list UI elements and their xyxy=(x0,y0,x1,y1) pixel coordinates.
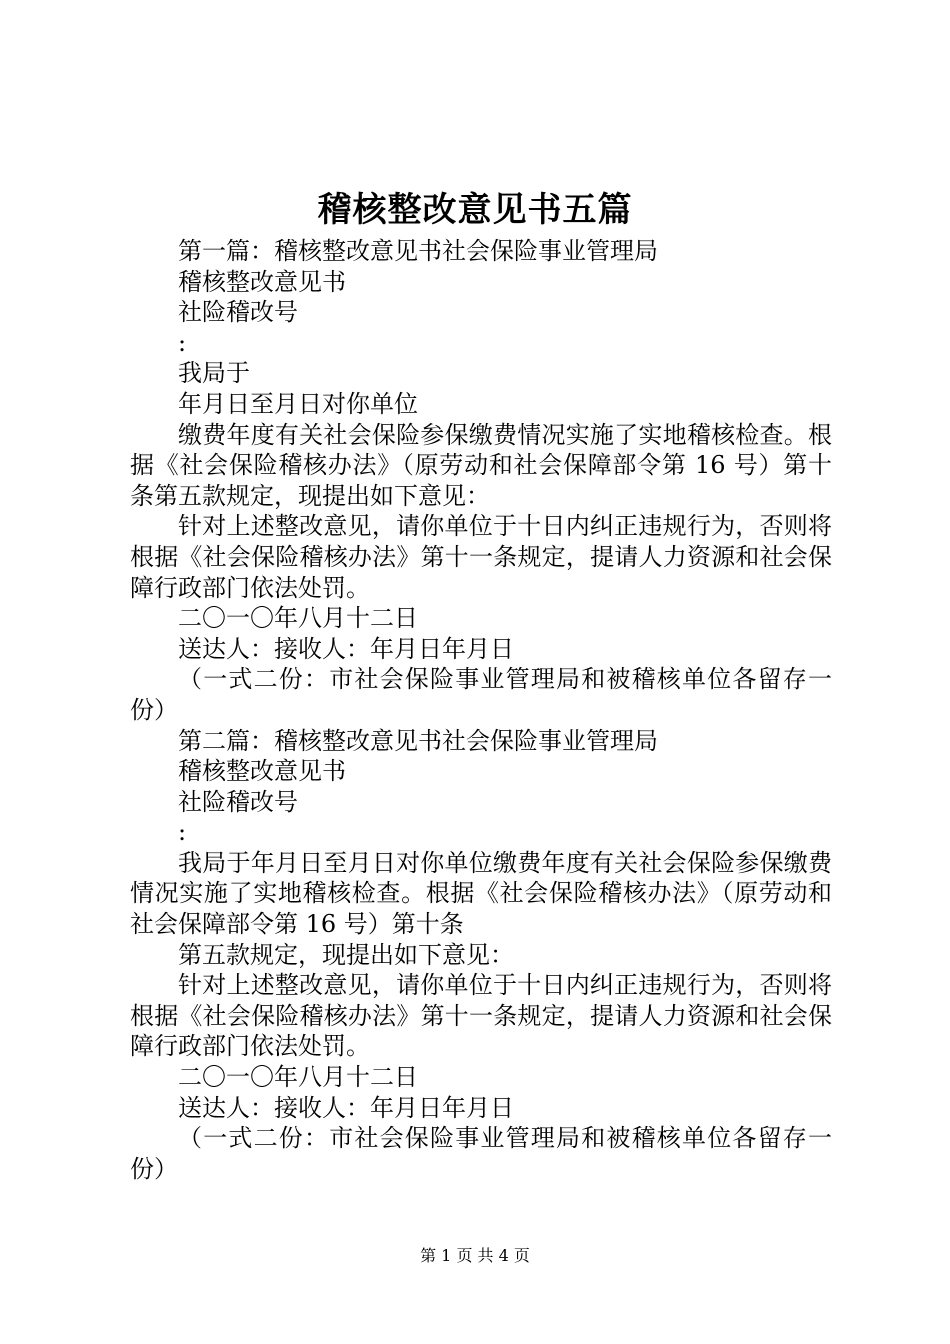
page-number-footer: 第 1 页 共 4 页 xyxy=(420,1246,530,1265)
paragraph: 我局于年月日至月日对你单位缴费年度有关社会保险参保缴费情况实施了实地稽核检查。根据《社会保险稽核办法》（原劳动和社会保障部令第 16 号）第十条 xyxy=(130,848,832,939)
paragraph: 缴费年度有关社会保险参保缴费情况实施了实地稽核检查。根据《社会保险稽核办法》（原劳动和社会保障部令第 16 号）第十条第五款规定，现提出如下意见： xyxy=(130,420,832,510)
paragraph: 稽核整改意见书 xyxy=(178,267,346,296)
paragraph: 二〇一〇年八月十二日 xyxy=(178,1063,418,1092)
paragraph: : xyxy=(178,328,187,357)
paragraph: 针对上述整改意见，请你单位于十日内纠正违规行为，否则将根据《社会保险稽核办法》第十一条规定，提请人力资源和社会保障行政部门依法处罚。 xyxy=(130,512,832,602)
paragraph: 送达人：接收人：年月日年月日 xyxy=(178,634,514,663)
paragraph: 社险稽改号 xyxy=(178,787,298,816)
paragraph: 二〇一〇年八月十二日 xyxy=(178,604,418,633)
paragraph: 年月日至月日对你单位 xyxy=(178,389,418,418)
paragraph: （一式二份：市社会保险事业管理局和被稽核单位各留存一份） xyxy=(130,1124,832,1183)
document-body xyxy=(130,236,832,1184)
document-title: 稽核整改意见书五篇 xyxy=(317,190,633,230)
paragraph: 第五款规定，现提出如下意见： xyxy=(178,940,514,969)
paragraph: 第二篇：稽核整改意见书社会保险事业管理局 xyxy=(178,726,658,755)
paragraph: 第一篇：稽核整改意见书社会保险事业管理局 xyxy=(178,237,658,265)
paragraph: （一式二份：市社会保险事业管理局和被稽核单位各留存一份） xyxy=(130,665,832,724)
paragraph: : xyxy=(178,818,187,847)
paragraph: 社险稽改号 xyxy=(178,298,298,327)
paragraph: 针对上述整改意见，请你单位于十日内纠正违规行为，否则将根据《社会保险稽核办法》第十一条规定，提请人力资源和社会保障行政部门依法处罚。 xyxy=(130,971,832,1061)
paragraph: 送达人：接收人：年月日年月日 xyxy=(178,1093,514,1122)
paragraph: 稽核整改意见书 xyxy=(178,757,346,786)
paragraph: 我局于 xyxy=(178,359,250,388)
